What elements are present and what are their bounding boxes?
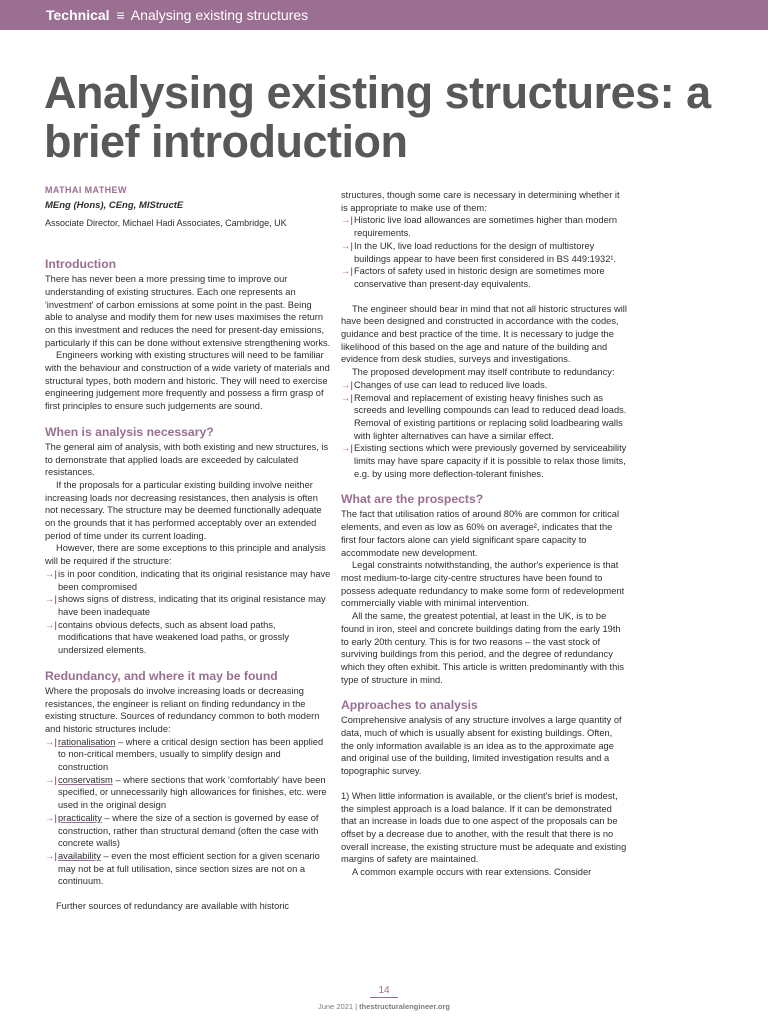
approaches-paragraph-3: A common example occurs with rear extensions. Consider bbox=[352, 867, 592, 878]
development-list bbox=[341, 379, 627, 481]
section-label: Technical bbox=[46, 7, 110, 23]
page-number: 14 bbox=[370, 985, 398, 998]
redundancy-list bbox=[45, 736, 331, 888]
when-paragraph-2: If the proposals for a particular existing building involve neither increasing loads nor decreasing resistances, then analysis is often not necessary. The structure may be deemed functionally adequate on the grounds that it has performed acceptably over an extended period of time under its current loading. bbox=[45, 479, 322, 541]
approaches-paragraph-1: Comprehensive analysis of any structure involves a large quantity of data, much of which is usually absent for existing buildings. Often, the only information available is an idea as to the approximate age and original use of the building, limited investigation results and a topographic survey. bbox=[341, 715, 622, 777]
heading-prospects: What are the prospects? bbox=[341, 492, 484, 507]
article-title bbox=[44, 68, 744, 166]
approaches-paragraph-2: 1) When little information is available, or the client's brief is modest, the simplest approach is a load balance. If it can be demonstrated that an increase in loads due to one aspect of the proposals can be offset by a decrease due to another, with the result that there is no overall increase, the existing structure must be adequate and existing margins of safety are maintained. bbox=[341, 790, 627, 865]
list-item: →| practicality – where the size of a section is governed by ease of construction, rather than structural demand (often the case with concrete walls) bbox=[45, 812, 319, 849]
arrow-icon: →| bbox=[341, 379, 353, 390]
list-item: →| Historic live load allowances are sometimes higher than modern requirements. bbox=[341, 215, 618, 239]
list-item: →| rationalisation – where a critical design section has been applied to non-critical members, usually to simplify design and construction bbox=[45, 736, 324, 773]
list-item: →| Existing sections which were previously governed by serviceability limits may have spare capacity if it is possible to relax those limits, e.g. by using more deflection-tolerant finishes. bbox=[341, 443, 627, 479]
topic-label: Analysing existing structures bbox=[130, 7, 309, 23]
list-item: →| conservatism – where sections that work 'comfortably' have been specified, or unnecessarily high allowances for finishes, etc. were used in the original design bbox=[45, 774, 327, 811]
heading-approaches: Approaches to analysis bbox=[341, 698, 478, 713]
exceptions-list bbox=[45, 568, 331, 657]
section-header-bar bbox=[0, 0, 768, 30]
prospects-paragraph-2: Legal constraints notwithstanding, the author's experience is that most medium-to-large city-centre structures have been found to possess adequate redundancy to make some form of redevelopment commercially viable with minimal intervention. bbox=[341, 560, 625, 609]
when-paragraph-1: The general aim of analysis, with both existing and new structures, is to demonstrate that applied loads are exceeded by calculated resistances. bbox=[45, 441, 329, 478]
separator-icon: ≡ bbox=[116, 7, 125, 23]
when-paragraph-3: However, there are some exceptions to this principle and analysis will be required if the structure: bbox=[45, 543, 326, 567]
author-credentials: MEng (Hons), CEng, MIStructE bbox=[45, 199, 184, 211]
site-url: thestructuralengineer.org bbox=[359, 1002, 451, 1011]
list-item: →| Factors of safety used in historic design are sometimes more conservative than present-day equivalents. bbox=[341, 266, 605, 289]
footer-divider: | bbox=[355, 1002, 358, 1011]
list-item: →| In the UK, live load reductions for the design of multistorey buildings appear to have been first considered in BS 449:1932¹. bbox=[341, 240, 617, 264]
author-name: MATHAI MATHEW bbox=[45, 185, 127, 195]
heading-redundancy: Redundancy, and where it may be found bbox=[45, 668, 278, 683]
arrow-icon: →| bbox=[341, 215, 353, 226]
list-item: →| availability – even the most efficient section for a given scenario may not be at full utilisation, since section sizes are not on a continuum. bbox=[45, 850, 320, 887]
heading-when-analysis: When is analysis necessary? bbox=[45, 424, 214, 439]
arrow-icon: →| bbox=[45, 619, 57, 630]
left-column bbox=[45, 184, 331, 913]
list-item: →| shows signs of distress, indicating that its original resistance may have been inadequate bbox=[45, 594, 326, 617]
arrow-icon: →| bbox=[45, 594, 57, 605]
continued-paragraph: structures, though some care is necessary in determining whether it is appropriate to make use of them: bbox=[341, 190, 620, 213]
prospects-paragraph-1: The fact that utilisation ratios of around 80% are common for critical elements, and even as low as 60% on average², indicates that the first four factors alone can yield significant spare capacity to accommodate new development. bbox=[341, 509, 620, 558]
list-item: →| is in poor condition, indicating that its original resistance may have been compromised bbox=[45, 568, 331, 592]
page-footer bbox=[0, 1002, 768, 1011]
list-item: →| Changes of use can lead to reduced live loads. bbox=[341, 379, 548, 390]
redundancy-paragraph-1: Where the proposals do involve increasing loads or decreasing resistances, the engineer is reliant on finding redundancy in the existing structure. Sources of redundancy common to both modern and historic structures include: bbox=[45, 685, 320, 734]
author-affiliation: Associate Director, Michael Hadi Associates, Cambridge, UK bbox=[45, 218, 287, 229]
arrow-icon: →| bbox=[45, 568, 57, 579]
list-item: →| Removal and replacement of existing heavy finishes such as screeds and levelling compounds can lead to reduced dead loads. Removal of existing partitions or replacing solid loadbearing walls with lighter alternatives can have a similar effect. bbox=[341, 392, 627, 441]
arrow-icon: →| bbox=[45, 774, 57, 785]
title-light: a brief introduction bbox=[44, 67, 711, 167]
arrow-icon: →| bbox=[45, 812, 57, 823]
proposed-paragraph: The proposed development may itself contribute to redundancy: bbox=[352, 367, 615, 378]
arrow-icon: →| bbox=[45, 736, 57, 747]
intro-paragraph-2: Engineers working with existing structures will need to be familiar with the behaviour and construction of a wide variety of materials and structural types, both modern and historic. They will need to exercise engineering judgement more frequently and possess a firm grasp of first principles to ensure such judgements are sound. bbox=[45, 350, 330, 412]
engineer-paragraph: The engineer should bear in mind that not all historic structures will have been designed and constructed in accordance with the codes, guidance and best practice of the time. It is necessary to judge the likelihood of this based on the age and nature of the building and evidence from desk studies, surveys and investigations. bbox=[341, 303, 627, 365]
redundancy-paragraph-2: Further sources of redundancy are available with historic bbox=[56, 901, 290, 912]
historic-list bbox=[341, 214, 627, 290]
heading-introduction: Introduction bbox=[45, 257, 117, 272]
arrow-icon: →| bbox=[341, 392, 353, 403]
prospects-paragraph-3: All the same, the greatest potential, at least in the UK, is to be found in iron, steel and concrete buildings dating from the early 19th to early 20th century. This is for two reasons – the vast stock of surviving buildings from this period, and the degree of redundancy which they often exhibit. This article is written predominantly with this type of structure in mind. bbox=[341, 611, 624, 685]
intro-paragraph-1: There has never been a more pressing time to improve our understanding of existing structures. Each one represents an 'investment' of carbon emissions at some point in the past. Being able to analyse and modify them for new uses maximises the return on this investment and reduces the need for present-day emissions, particularly if this can be done without extensive strengthening works. bbox=[45, 274, 331, 348]
arrow-icon: →| bbox=[45, 850, 57, 861]
issue-date: June 2021 bbox=[317, 1002, 354, 1011]
title-bold: Analysing existing structures: bbox=[44, 67, 675, 118]
right-column bbox=[341, 189, 627, 879]
list-item: →| contains obvious defects, such as absent load paths, modifications that have weakened load paths, or grossly undersized elements. bbox=[45, 619, 290, 656]
arrow-icon: →| bbox=[341, 266, 353, 277]
arrow-icon: →| bbox=[341, 240, 353, 251]
arrow-icon: →| bbox=[341, 443, 353, 454]
